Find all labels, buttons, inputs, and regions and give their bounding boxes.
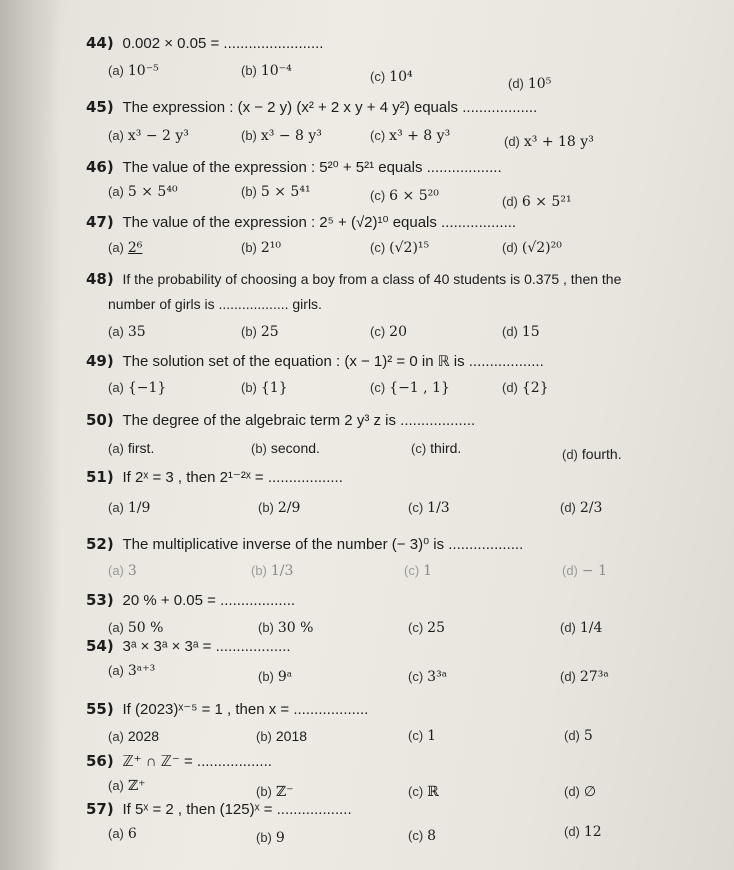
option-b[interactable]: (b) {1} <box>241 380 288 396</box>
option-d[interactable]: (d) 6 × 5²¹ <box>502 194 572 210</box>
question-number: 55) <box>86 700 114 718</box>
question-number: 45) <box>86 98 114 116</box>
option-a[interactable]: (a) 3ᵃ⁺³ <box>108 663 156 679</box>
question-50 <box>86 411 475 429</box>
option-b[interactable]: (b) 2/9 <box>258 500 301 516</box>
question-stem: The value of the expression : 2⁵ + (√2)¹⁰ equals .................. <box>122 214 517 231</box>
option-d[interactable]: (d) − 1 <box>562 563 607 579</box>
option-d[interactable]: (d) ∅ <box>564 784 597 800</box>
option-c[interactable]: (c) 3³ᵃ <box>408 669 448 685</box>
question-55 <box>86 700 368 718</box>
option-c[interactable]: (c) (√2)¹⁵ <box>370 240 430 256</box>
page-binding-shadow <box>0 0 60 870</box>
question-number: 51) <box>86 468 114 486</box>
option-c[interactable]: (c) 10⁴ <box>370 69 413 85</box>
option-d[interactable]: (d) {2} <box>502 380 549 396</box>
option-d[interactable]: (d) fourth. <box>562 446 622 462</box>
option-b[interactable]: (b) 10⁻⁴ <box>241 63 292 79</box>
question-number: 53) <box>86 591 114 609</box>
question-56 <box>86 752 272 770</box>
question-stem: The multiplicative inverse of the number (− 3)⁰ is .................. <box>122 536 524 553</box>
option-a[interactable]: (a) 6 <box>108 826 137 842</box>
question-stem: The expression : (x − 2 y) (x² + 2 x y + 4 y²) equals .................. <box>122 99 538 116</box>
option-c[interactable]: (c) third. <box>411 440 462 456</box>
question-stem: If the probability of choosing a boy from a class of 40 students is 0.375 , then the <box>122 271 622 287</box>
question-52 <box>86 535 523 553</box>
option-c[interactable]: (c) 1 <box>404 563 433 579</box>
option-b[interactable]: (b) 25 <box>241 324 279 340</box>
option-a[interactable]: (a) first. <box>108 440 155 456</box>
option-a[interactable]: (a) 2028 <box>108 728 160 744</box>
option-a[interactable]: (a) x³ − 2 y³ <box>108 128 189 144</box>
question-51 <box>86 468 343 486</box>
question-48-continued: number of girls is .................. girls. <box>108 296 322 312</box>
question-stem: 20 % + 0.05 = .................. <box>122 592 296 609</box>
option-d[interactable]: (d) 27³ᵃ <box>560 669 609 685</box>
question-47 <box>86 213 516 231</box>
question-54 <box>86 637 291 655</box>
option-d[interactable]: (d) x³ + 18 y³ <box>504 134 594 150</box>
question-stem: 3ᵃ × 3ᵃ × 3ᵃ = .................. <box>122 638 291 655</box>
option-b[interactable]: (b) ℤ⁻ <box>256 784 294 800</box>
option-c[interactable]: (c) ℝ <box>408 784 439 800</box>
question-stem: If 2ˣ = 3 , then 2¹⁻²ˣ = .................. <box>122 469 343 486</box>
option-c[interactable]: (c) 8 <box>408 828 437 844</box>
option-d[interactable]: (d) 12 <box>564 824 602 840</box>
question-45 <box>86 98 537 116</box>
option-c[interactable]: (c) 6 × 5²⁰ <box>370 188 439 204</box>
option-a[interactable]: (a) ℤ⁺ <box>108 778 146 794</box>
question-stem: The solution set of the equation : (x − 1)² = 0 in ℝ is .................. <box>122 353 544 370</box>
option-d[interactable]: (d) 5 <box>564 728 593 744</box>
question-stem: The degree of the algebraic term 2 y³ z is .................. <box>122 412 476 429</box>
option-c[interactable]: (c) x³ + 8 y³ <box>370 128 451 144</box>
option-d[interactable]: (d) 2/3 <box>560 500 603 516</box>
option-c[interactable]: (c) 25 <box>408 620 445 636</box>
question-stem: 0.002 × 0.05 = ........................ <box>122 35 324 52</box>
option-d[interactable]: (d) (√2)²⁰ <box>502 240 562 256</box>
question-57 <box>86 800 352 818</box>
question-number: 57) <box>86 800 114 818</box>
question-number: 48) <box>86 270 114 288</box>
option-d[interactable]: (d) 10⁵ <box>508 76 552 92</box>
question-number: 46) <box>86 158 114 176</box>
question-53 <box>86 591 295 609</box>
question-number: 49) <box>86 352 114 370</box>
question-number: 52) <box>86 535 114 553</box>
option-c[interactable]: (c) 1/3 <box>408 500 450 516</box>
question-stem: If 5ˣ = 2 , then (125)ˣ = .................. <box>122 801 352 818</box>
question-number: 54) <box>86 637 114 655</box>
option-a[interactable]: (a) 35 <box>108 324 146 340</box>
option-b[interactable]: (b) x³ − 8 y³ <box>241 128 322 144</box>
option-b[interactable]: (b) 2¹⁰ <box>241 240 282 256</box>
question-44 <box>86 34 323 52</box>
question-49 <box>86 352 544 370</box>
option-a[interactable]: (a) 1/9 <box>108 500 151 516</box>
question-stem: If (2023)ˣ⁻⁵ = 1 , then x = .................. <box>122 701 369 718</box>
option-c[interactable]: (c) 20 <box>370 324 407 340</box>
question-48 <box>86 270 621 288</box>
option-a[interactable]: (a) 3 <box>108 563 137 579</box>
question-number: 44) <box>86 34 114 52</box>
question-stem: The value of the expression : 5²⁰ + 5²¹ equals .................. <box>122 159 502 176</box>
option-a[interactable]: (a) {−1} <box>108 380 167 396</box>
question-number: 47) <box>86 213 114 231</box>
option-b[interactable]: (b) 30 % <box>258 620 314 636</box>
option-b[interactable]: (b) 5 × 5⁴¹ <box>241 184 311 200</box>
option-a[interactable]: (a) 2⁶ <box>108 240 143 256</box>
option-b[interactable]: (b) 9ᵃ <box>258 669 293 685</box>
question-number: 50) <box>86 411 114 429</box>
option-d[interactable]: (d) 15 <box>502 324 540 340</box>
question-number: 56) <box>86 752 114 770</box>
option-b[interactable]: (b) 9 <box>256 830 285 846</box>
option-c[interactable]: (c) 1 <box>408 728 437 744</box>
option-a[interactable]: (a) 50 % <box>108 620 164 636</box>
option-c[interactable]: (c) {−1 , 1} <box>370 380 450 396</box>
option-b[interactable]: (b) 2018 <box>256 728 308 744</box>
option-d[interactable]: (d) 1/4 <box>560 620 603 636</box>
question-stem: ℤ⁺ ∩ ℤ⁻ = .................. <box>122 753 272 770</box>
option-b[interactable]: (b) second. <box>251 440 320 456</box>
option-b[interactable]: (b) 1/3 <box>251 563 294 579</box>
question-46 <box>86 158 502 176</box>
option-a[interactable]: (a) 10⁻⁵ <box>108 63 159 79</box>
option-a[interactable]: (a) 5 × 5⁴⁰ <box>108 184 178 200</box>
